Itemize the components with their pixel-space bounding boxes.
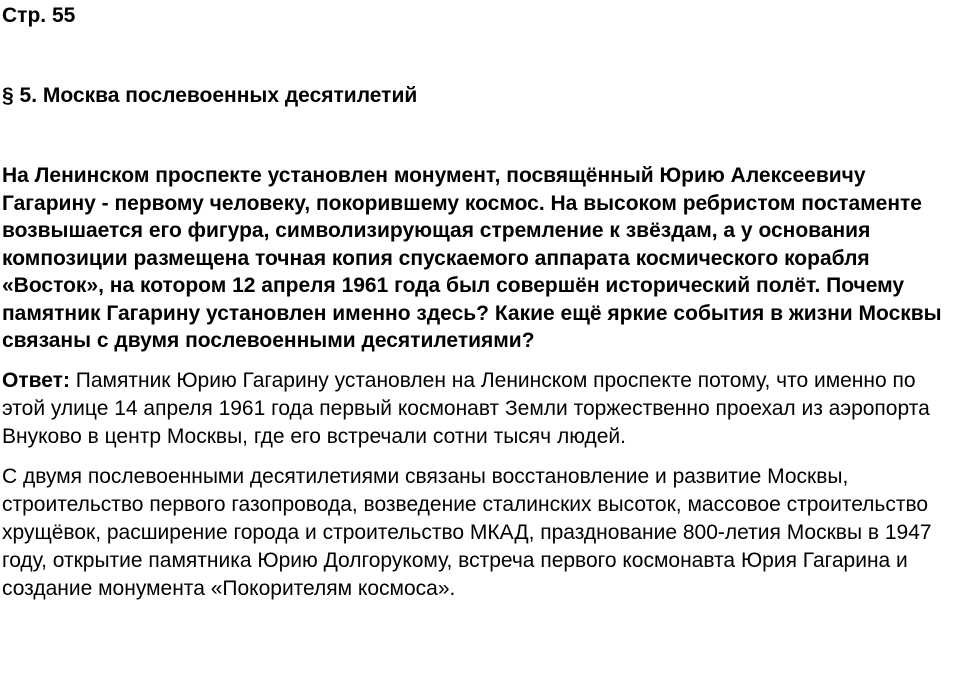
answer-block xyxy=(2,367,962,451)
question-text: На Ленинском проспекте установлен монумент, посвящённый Юрию Алексеевичу Гагарину - первому человеку, покорившему космос. На высоком ребристом постаменте возвышается его фигура, символизирующая стремление к звёздам, а у основания композиции размещена точная копия спускаемого аппарата космического корабля «Восток», на котором 12 апреля 1961 года был совершён исторический полёт. Почему памятник Гагарину установлен именно здесь? Какие ещё яркие события в жизни Москвы связаны с двумя послевоенными десятилетиями? xyxy=(2,164,942,352)
answer-label: Ответ: xyxy=(2,368,70,392)
events-paragraph: С двумя послевоенными десятилетиями связаны восстановление и развитие Москвы, строительство первого газопровода, возведение сталинских высоток, массовое строительство хрущёвок, расширение города и строительство МКАД, празднование 800-летия Москвы в 1947 году, открытие памятника Юрию Долгорукому, встреча первого космонавта Юрия Гагарина и создание монумента «Покорителям космоса». xyxy=(2,464,932,600)
section-title: § 5. Москва послевоенных десятилетий xyxy=(2,84,418,107)
answer-text: Памятник Юрию Гагарину установлен на Ленинском проспекте потому, что именно по этой улице 14 апреля 1961 года первый космонавт Земли торжественно проехал из аэропорта Внуково в центр Москвы, где его встречали сотни тысяч людей. xyxy=(2,368,930,448)
page-number-label: Стр. 55 xyxy=(2,4,76,27)
